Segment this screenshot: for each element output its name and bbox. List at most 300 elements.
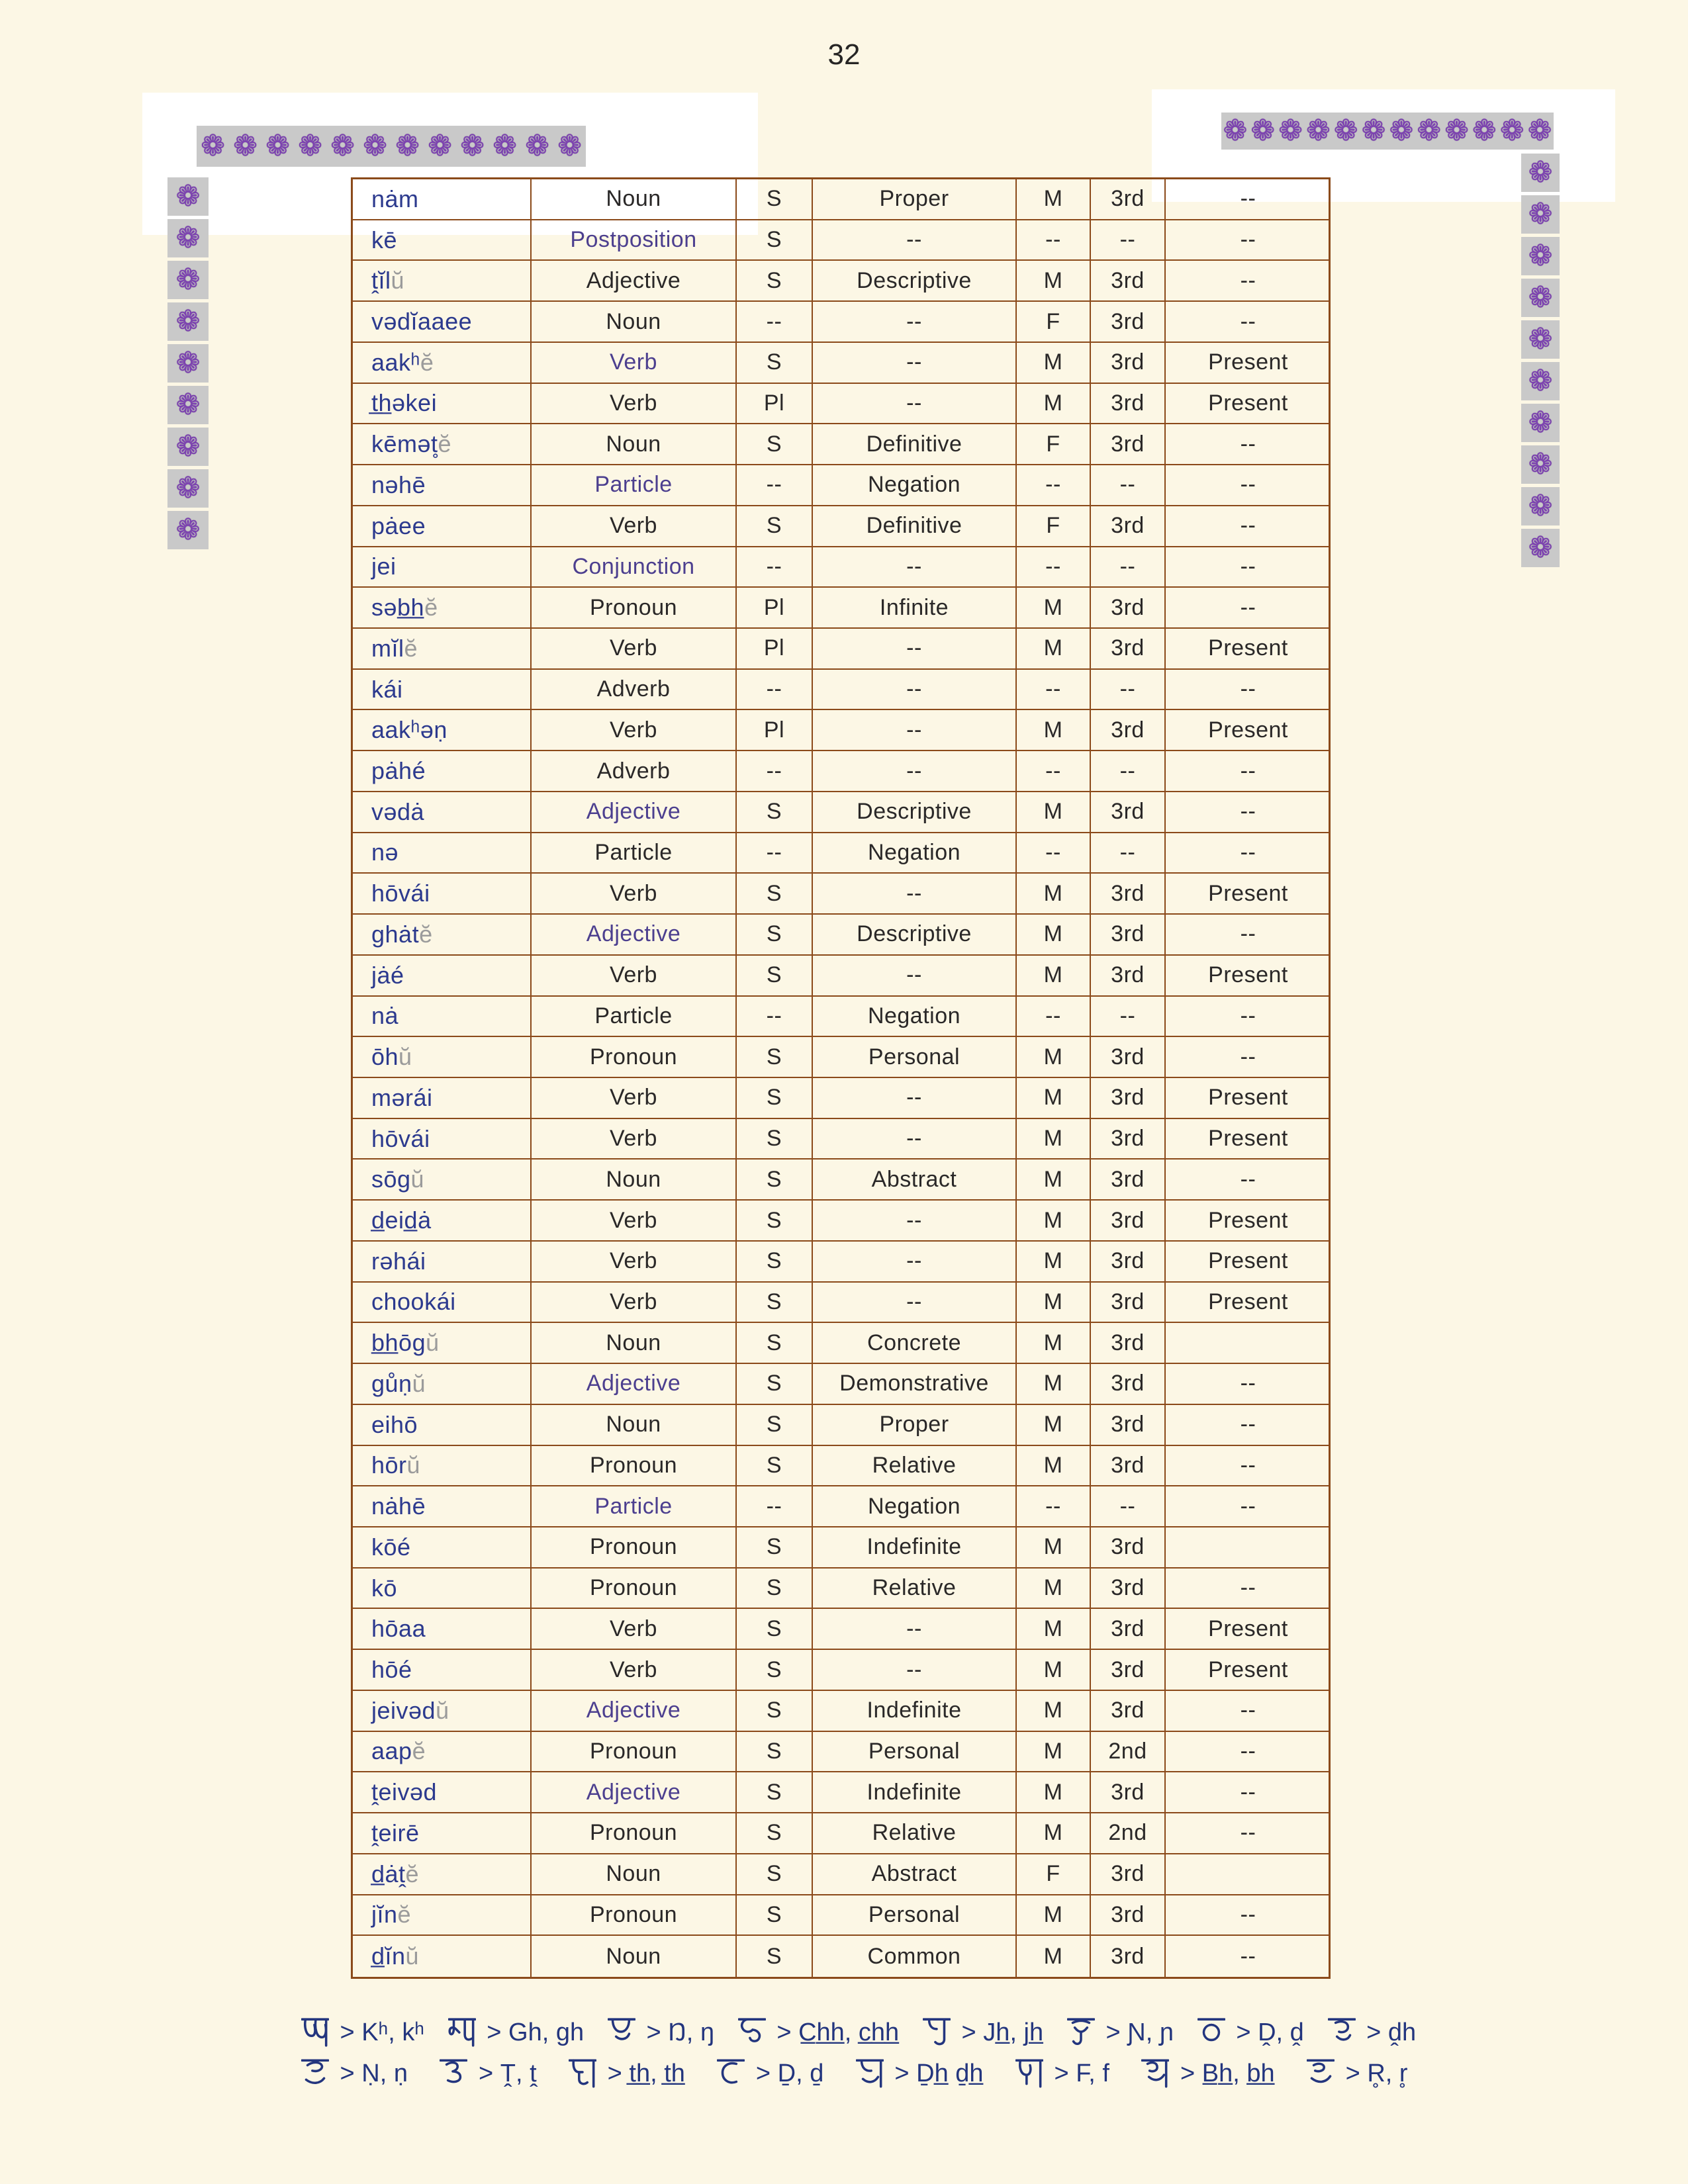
part-of-speech-cell: Verb <box>532 629 737 670</box>
gender-cell: M <box>1017 1201 1091 1242</box>
type-cell: Definitive <box>813 424 1017 465</box>
legend-item <box>301 2057 440 2090</box>
person-cell: 3rd <box>1091 343 1166 384</box>
part-of-speech-cell: Pronoun <box>532 1527 737 1569</box>
tense-cell: -- <box>1166 1691 1331 1732</box>
part-of-speech-cell: Adverb <box>532 751 737 792</box>
number-cell: S <box>737 1446 813 1487</box>
tense-cell: Present <box>1166 384 1331 425</box>
table-row <box>353 1527 1331 1569</box>
word-cell <box>353 751 532 792</box>
number-cell: S <box>737 1650 813 1691</box>
type-cell: -- <box>813 1609 1017 1650</box>
gender-cell: M <box>1017 1078 1091 1119</box>
type-cell: Indefinite <box>813 1691 1017 1732</box>
legend-mapping-text: > Gh, gh <box>479 2018 585 2046</box>
part-of-speech-cell: Pronoun <box>532 1895 737 1936</box>
person-cell: 3rd <box>1091 588 1166 629</box>
number-cell: S <box>737 1854 813 1895</box>
gender-cell: M <box>1017 915 1091 956</box>
type-cell: Descriptive <box>813 792 1017 833</box>
number-cell: S <box>737 956 813 997</box>
legend-mapping-text: > Ṱ, ṱ <box>471 2059 537 2087</box>
word-cell <box>353 1609 532 1650</box>
flower-ornament-icon: ❁ <box>167 261 209 299</box>
word-cell <box>353 506 532 547</box>
tense-cell: Present <box>1166 710 1331 751</box>
word-cell <box>353 261 532 302</box>
gender-cell: F <box>1017 302 1091 343</box>
number-cell: -- <box>737 997 813 1038</box>
word-text: chookái <box>371 1288 456 1316</box>
number-cell: S <box>737 1936 813 1977</box>
flower-ornament-icon: ❁ <box>1521 529 1560 567</box>
person-cell: 3rd <box>1091 792 1166 833</box>
person-cell: -- <box>1091 1486 1166 1527</box>
legend-item <box>738 2016 923 2049</box>
part-of-speech-cell: Verb <box>532 1609 737 1650</box>
person-cell: 3rd <box>1091 1201 1166 1242</box>
type-cell: Indefinite <box>813 1527 1017 1569</box>
table-row <box>353 710 1331 751</box>
tense-cell: -- <box>1166 1364 1331 1405</box>
gender-cell: F <box>1017 506 1091 547</box>
tense-cell: Present <box>1166 874 1331 915</box>
gender-cell: M <box>1017 1323 1091 1364</box>
number-cell: S <box>737 1732 813 1773</box>
part-of-speech-cell: Pronoun <box>532 1732 737 1773</box>
person-cell: 3rd <box>1091 915 1166 956</box>
gender-cell: F <box>1017 424 1091 465</box>
number-cell: Pl <box>737 384 813 425</box>
legend-mapping-text: > C̲h̲h̲, c̲h̲h̲ <box>769 2018 900 2046</box>
table-row <box>353 1405 1331 1446</box>
gender-cell: M <box>1017 1650 1091 1691</box>
legend-mapping-text: > t̲h̲, t̲h̲ <box>600 2059 685 2087</box>
flower-ornament-icon: ❁ <box>1521 195 1560 234</box>
ornament-strip-top-left <box>197 126 586 167</box>
tense-cell: -- <box>1166 1732 1331 1773</box>
tense-cell: -- <box>1166 1037 1331 1078</box>
word-text: hōvái <box>371 880 430 907</box>
word-cell <box>353 915 532 956</box>
word-gray-tail: ŭ <box>410 1165 425 1193</box>
person-cell: 3rd <box>1091 1569 1166 1610</box>
word-text: d̲ȧṱ <box>371 1860 406 1888</box>
person-cell: 3rd <box>1091 956 1166 997</box>
number-cell: S <box>737 1895 813 1936</box>
word-gray-tail: ŭ <box>406 1451 421 1479</box>
tense-cell: -- <box>1166 833 1331 874</box>
word-cell <box>353 588 532 629</box>
gender-cell: M <box>1017 629 1091 670</box>
transliteration-legend-line-2 <box>301 2053 1440 2094</box>
legend-mapping-text: > Jh̲, jh̲ <box>955 2018 1044 2046</box>
flower-ornament-icon: ❁ <box>1521 445 1560 484</box>
tense-cell: -- <box>1166 220 1331 261</box>
number-cell: S <box>737 1160 813 1201</box>
table-row <box>353 1609 1331 1650</box>
tense-cell: -- <box>1166 1160 1331 1201</box>
part-of-speech-cell: Pronoun <box>532 1569 737 1610</box>
part-of-speech-cell: Noun <box>532 1936 737 1977</box>
type-cell: Definitive <box>813 506 1017 547</box>
tense-cell: -- <box>1166 261 1331 302</box>
person-cell: 3rd <box>1091 1527 1166 1569</box>
legend-item <box>1141 2057 1307 2090</box>
word-text: jĭn <box>371 1901 398 1929</box>
tense-cell <box>1166 1323 1331 1364</box>
flower-ornament-icon: ❁ <box>167 386 209 424</box>
part-of-speech-cell: Verb <box>532 874 737 915</box>
word-text: hōé <box>371 1656 412 1684</box>
number-cell: S <box>737 1569 813 1610</box>
legend-mapping-text: > Ɲ, ɲ <box>1098 2018 1174 2046</box>
tense-cell: -- <box>1166 1895 1331 1936</box>
type-cell: Indefinite <box>813 1772 1017 1813</box>
type-cell: Personal <box>813 1037 1017 1078</box>
tense-cell: -- <box>1166 792 1331 833</box>
type-cell: -- <box>813 1283 1017 1324</box>
legend-item <box>856 2057 1015 2090</box>
type-cell: Proper <box>813 1405 1017 1446</box>
word-gray-tail: ŭ <box>399 1043 412 1071</box>
part-of-speech-cell: Verb <box>532 384 737 425</box>
part-of-speech-cell: Verb <box>532 1242 737 1283</box>
tense-cell: Present <box>1166 1078 1331 1119</box>
type-cell: Negation <box>813 465 1017 506</box>
flower-ornament-icon: ❁ <box>1499 114 1524 147</box>
table-row <box>353 915 1331 956</box>
legend-mapping-text: > Kʰ, kʰ <box>333 2018 424 2046</box>
gurmukhi-letter-icon <box>301 2057 329 2090</box>
part-of-speech-cell: Particle <box>532 465 737 506</box>
table-row <box>353 1569 1331 1610</box>
table-row <box>353 1772 1331 1813</box>
word-text: nə <box>371 839 399 866</box>
table-row <box>353 1936 1331 1977</box>
word-text: aakʰ <box>371 348 420 376</box>
word-cell <box>353 629 532 670</box>
word-gray-tail: ŭ <box>412 1369 426 1397</box>
part-of-speech-cell: Particle <box>532 833 737 874</box>
word-text: nəhē <box>371 471 426 498</box>
number-cell: S <box>737 1037 813 1078</box>
number-cell: S <box>737 1283 813 1324</box>
table-row <box>353 1691 1331 1732</box>
gender-cell: M <box>1017 1609 1091 1650</box>
number-cell: S <box>737 220 813 261</box>
transliteration-legend-line-1 <box>301 2012 1440 2053</box>
word-cell <box>353 1078 532 1119</box>
number-cell: -- <box>737 833 813 874</box>
person-cell: -- <box>1091 465 1166 506</box>
type-cell: Common <box>813 1936 1017 1977</box>
gender-cell: M <box>1017 1732 1091 1773</box>
type-cell: Abstract <box>813 1854 1017 1895</box>
flower-ornament-icon: ❁ <box>1444 114 1469 147</box>
gender-cell: M <box>1017 1936 1091 1977</box>
number-cell: S <box>737 1772 813 1813</box>
word-cell <box>353 384 532 425</box>
legend-mapping-text: > Ḏh̲ ḏh̲ <box>887 2059 984 2087</box>
number-cell: Pl <box>737 588 813 629</box>
flower-ornament-icon: ❁ <box>1521 320 1560 359</box>
tense-cell: Present <box>1166 1119 1331 1160</box>
tense-cell: Present <box>1166 1283 1331 1324</box>
type-cell: Relative <box>813 1446 1017 1487</box>
table-row <box>353 1813 1331 1854</box>
gurmukhi-letter-icon <box>301 2016 329 2049</box>
type-cell: Descriptive <box>813 261 1017 302</box>
word-cell <box>353 1242 532 1283</box>
table-row <box>353 1323 1331 1364</box>
tense-cell: -- <box>1166 302 1331 343</box>
legend-mapping-text: > B̲h̲, b̲h̲ <box>1173 2059 1275 2087</box>
gurmukhi-letter-icon <box>1328 2016 1356 2049</box>
word-gray-tail: ĕ <box>412 1737 426 1765</box>
person-cell: 3rd <box>1091 1037 1166 1078</box>
number-cell: S <box>737 1813 813 1854</box>
part-of-speech-cell: Pronoun <box>532 1446 737 1487</box>
tense-cell <box>1166 1854 1331 1895</box>
gurmukhi-letter-icon <box>448 2016 476 2049</box>
table-row <box>353 1119 1331 1160</box>
table-row <box>353 424 1331 465</box>
tense-cell: -- <box>1166 1486 1331 1527</box>
legend-mapping-text: > Ṇ, ṇ <box>333 2059 408 2087</box>
person-cell: 3rd <box>1091 710 1166 751</box>
part-of-speech-cell: Noun <box>532 302 737 343</box>
flower-ornament-icon: ❁ <box>167 344 209 383</box>
flower-ornament-icon: ❁ <box>233 130 258 162</box>
tense-cell <box>1166 1527 1331 1569</box>
gender-cell: M <box>1017 1772 1091 1813</box>
word-text: ṱeirē <box>371 1819 420 1846</box>
type-cell: -- <box>813 956 1017 997</box>
part-of-speech-cell: Verb <box>532 1078 737 1119</box>
word-cell <box>353 1650 532 1691</box>
table-row <box>353 1283 1331 1324</box>
flower-ornament-icon: ❁ <box>428 130 452 162</box>
type-cell: Relative <box>813 1569 1017 1610</box>
table-row <box>353 343 1331 384</box>
gender-cell: M <box>1017 710 1091 751</box>
type-cell: -- <box>813 343 1017 384</box>
tense-cell: -- <box>1166 465 1331 506</box>
table-row <box>353 1650 1331 1691</box>
tense-cell: -- <box>1166 1405 1331 1446</box>
number-cell: -- <box>737 1486 813 1527</box>
word-text: vədĭaaee <box>371 308 473 336</box>
type-cell: -- <box>813 547 1017 588</box>
table-row <box>353 1732 1331 1773</box>
word-text: rəhái <box>371 1247 426 1275</box>
person-cell: 3rd <box>1091 506 1166 547</box>
gender-cell: M <box>1017 384 1091 425</box>
table-row <box>353 670 1331 711</box>
part-of-speech-cell: Adjective <box>532 1364 737 1405</box>
gender-cell: M <box>1017 1527 1091 1569</box>
tense-cell: -- <box>1166 1569 1331 1610</box>
flower-ornament-icon: ❁ <box>1527 114 1552 147</box>
word-cell <box>353 1446 532 1487</box>
gender-cell: -- <box>1017 1486 1091 1527</box>
word-cell <box>353 424 532 465</box>
gender-cell: -- <box>1017 670 1091 711</box>
type-cell: Demonstrative <box>813 1364 1017 1405</box>
flower-ornament-icon: ❁ <box>557 130 582 162</box>
flower-ornament-icon: ❁ <box>525 130 549 162</box>
type-cell: Negation <box>813 1486 1017 1527</box>
word-gray-tail: ĕ <box>420 348 434 376</box>
gender-cell: M <box>1017 588 1091 629</box>
part-of-speech-cell: Noun <box>532 1854 737 1895</box>
tense-cell: -- <box>1166 588 1331 629</box>
word-text: d̲eid̲ȧ <box>371 1206 432 1234</box>
table-row <box>353 506 1331 547</box>
table-row <box>353 956 1331 997</box>
word-text: aakʰəṇ <box>371 716 447 744</box>
type-cell: -- <box>813 1242 1017 1283</box>
part-of-speech-cell: Verb <box>532 1650 737 1691</box>
part-of-speech-cell: Conjunction <box>532 547 737 588</box>
gender-cell: M <box>1017 792 1091 833</box>
number-cell: S <box>737 343 813 384</box>
word-cell <box>353 670 532 711</box>
flower-ornament-icon: ❁ <box>1521 237 1560 275</box>
flower-ornament-icon: ❁ <box>395 130 420 162</box>
person-cell: 3rd <box>1091 1364 1166 1405</box>
person-cell: 3rd <box>1091 1405 1166 1446</box>
gurmukhi-letter-icon <box>1067 2016 1095 2049</box>
person-cell: 3rd <box>1091 1895 1166 1936</box>
flower-ornament-icon: ❁ <box>167 302 209 341</box>
type-cell: Personal <box>813 1732 1017 1773</box>
table-row <box>353 1364 1331 1405</box>
table-row <box>353 1895 1331 1936</box>
person-cell: -- <box>1091 997 1166 1038</box>
part-of-speech-cell: Verb <box>532 1201 737 1242</box>
word-cell <box>353 1813 532 1854</box>
number-cell: S <box>737 1242 813 1283</box>
word-cell <box>353 1160 532 1201</box>
person-cell: -- <box>1091 751 1166 792</box>
flower-ornament-icon: ❁ <box>167 511 209 549</box>
legend-mapping-text: > Ḏ, ḏ <box>749 2059 824 2087</box>
word-cell <box>353 1405 532 1446</box>
word-cell <box>353 1283 532 1324</box>
word-text: jȧé <box>371 961 404 989</box>
word-cell <box>353 997 532 1038</box>
person-cell: 2nd <box>1091 1813 1166 1854</box>
gender-cell: -- <box>1017 220 1091 261</box>
part-of-speech-cell: Pronoun <box>532 1037 737 1078</box>
word-cell <box>353 710 532 751</box>
gender-cell: -- <box>1017 751 1091 792</box>
word-gray-tail: ĕ <box>424 594 438 621</box>
type-cell: -- <box>813 302 1017 343</box>
person-cell: -- <box>1091 220 1166 261</box>
gurmukhi-letter-icon <box>1141 2057 1169 2090</box>
part-of-speech-cell: Particle <box>532 997 737 1038</box>
table-row <box>353 1078 1331 1119</box>
part-of-speech-cell: Noun <box>532 1405 737 1446</box>
word-text: jei <box>371 553 397 580</box>
table-row <box>353 1037 1331 1078</box>
flower-ornament-icon: ❁ <box>1250 114 1276 147</box>
type-cell: -- <box>813 1078 1017 1119</box>
flower-ornament-icon: ❁ <box>167 219 209 257</box>
person-cell: 3rd <box>1091 1772 1166 1813</box>
flower-ornament-icon: ❁ <box>1223 114 1248 147</box>
word-cell <box>353 547 532 588</box>
number-cell: S <box>737 1405 813 1446</box>
flower-ornament-icon: ❁ <box>1389 114 1414 147</box>
number-cell: S <box>737 1078 813 1119</box>
word-cell <box>353 1323 532 1364</box>
type-cell: Personal <box>813 1895 1017 1936</box>
part-of-speech-cell: Adjective <box>532 261 737 302</box>
part-of-speech-cell: Adverb <box>532 670 737 711</box>
part-of-speech-cell: Adjective <box>532 915 737 956</box>
tense-cell: -- <box>1166 506 1331 547</box>
table-row <box>353 1854 1331 1895</box>
person-cell: 3rd <box>1091 1078 1166 1119</box>
table-row <box>353 792 1331 833</box>
number-cell: S <box>737 506 813 547</box>
flower-ornament-icon: ❁ <box>1472 114 1497 147</box>
gender-cell: M <box>1017 1160 1091 1201</box>
word-cell <box>353 1037 532 1078</box>
word-text: aap <box>371 1737 412 1765</box>
word-cell <box>353 1486 532 1527</box>
flower-ornament-icon: ❁ <box>492 130 517 162</box>
number-cell: Pl <box>737 629 813 670</box>
word-gray-tail: ŭ <box>405 1942 420 1970</box>
word-text: vədȧ <box>371 797 425 825</box>
person-cell: -- <box>1091 670 1166 711</box>
person-cell: -- <box>1091 547 1166 588</box>
word-text: jeivəd <box>371 1696 436 1724</box>
person-cell: 3rd <box>1091 1283 1166 1324</box>
legend-item <box>1067 2016 1197 2049</box>
gurmukhi-letter-icon <box>440 2057 467 2090</box>
word-cell <box>353 792 532 833</box>
part-of-speech-cell: Adjective <box>532 1772 737 1813</box>
word-text: kái <box>371 675 403 703</box>
flower-ornament-icon: ❁ <box>298 130 322 162</box>
gurmukhi-letter-icon <box>1307 2057 1335 2090</box>
gurmukhi-letter-icon <box>717 2057 745 2090</box>
flower-ornament-icon: ❁ <box>1521 404 1560 442</box>
tense-cell: -- <box>1166 670 1331 711</box>
legend-mapping-text: > F, f <box>1047 2059 1109 2087</box>
ornament-strip-right <box>1521 154 1560 567</box>
word-cell <box>353 1201 532 1242</box>
number-cell: -- <box>737 751 813 792</box>
grammar-table <box>351 177 1331 1979</box>
type-cell: Abstract <box>813 1160 1017 1201</box>
word-gray-tail: ŭ <box>426 1329 440 1357</box>
type-cell: Concrete <box>813 1323 1017 1364</box>
word-text: ghȧt <box>371 920 420 948</box>
legend-item <box>448 2016 608 2049</box>
part-of-speech-cell: Pronoun <box>532 588 737 629</box>
flower-ornament-icon: ❁ <box>167 469 209 508</box>
legend-item <box>440 2057 569 2090</box>
gender-cell: -- <box>1017 465 1091 506</box>
